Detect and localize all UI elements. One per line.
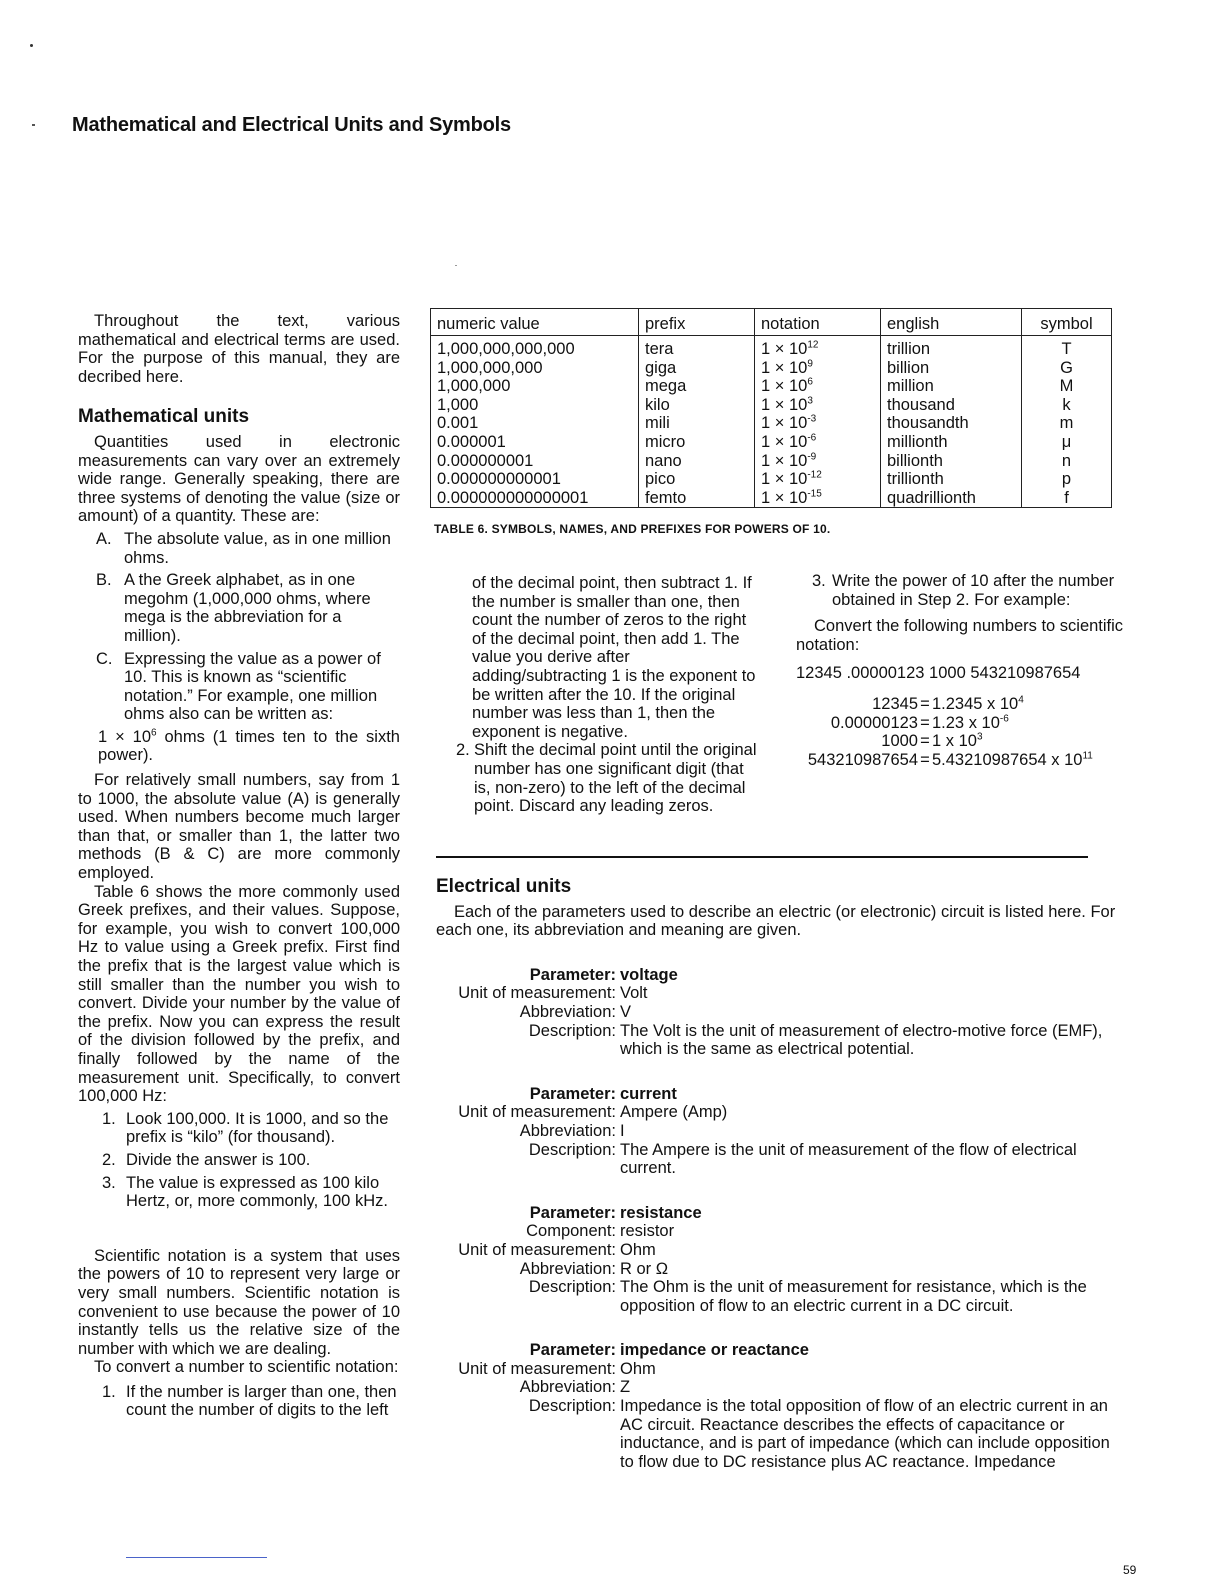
table-row: 0.001 mili $1 \times 10^{-3}$ thousandth m	[431, 414, 1112, 433]
formula-line: $1 \times 10^6$ ohms (1 times ten to the sixth power).	[98, 727, 400, 765]
electrical-section	[436, 878, 1126, 1471]
list-item: 3. Write the power of 10 after the number obtained in Step 2. For example:	[812, 572, 1115, 609]
number-list: 12345 .00000123 1000 543210987654	[796, 664, 1081, 683]
scan-mark	[30, 44, 33, 47]
steps-list	[796, 572, 1126, 609]
footer-rule	[126, 1557, 267, 1558]
paragraph: To convert a number to scientific notation:	[94, 1358, 399, 1377]
table-row: 1,000,000,000 giga $1 \times 10^9$ billion G	[431, 359, 1112, 378]
conversion-list	[78, 1383, 400, 1420]
list-item: B. A the Greek alphabet, as in one megohm (1,000,000 ohms, where mega is the abbreviation for a million).	[96, 571, 371, 645]
paragraph: For relatively small numbers, say from 1 to 1000, the absolute value (A) is generally used. When numbers become much larger than that, or smaller than 1, the latter two methods (B & C) are more commonly employed.	[78, 771, 400, 883]
list-item: A. The absolute value, as in one million ohms.	[96, 529, 391, 567]
table-row: 0.000000001 nano $1 \times 10^{-9}$ billionth n	[431, 452, 1112, 471]
steps-list	[78, 1110, 400, 1211]
scan-mark	[32, 124, 35, 126]
column-header: numeric value	[431, 309, 639, 336]
parameter-current: Parameter: current Unit of measurement: Ampere (Amp) Abbreviation: I Description: The Ampere is the unit of measurement of the flow of electrical current.	[458, 1084, 1077, 1178]
column-header: notation	[755, 309, 881, 336]
page-number: 59	[1123, 1563, 1137, 1577]
electrical-heading: Electrical units	[436, 876, 572, 897]
scan-mark	[455, 265, 457, 266]
table-row: 1,000,000,000,000 tera $1 \times 10^{12}$ trillion T	[431, 336, 1112, 359]
column-header: english	[881, 309, 1022, 336]
section-divider	[436, 856, 1088, 858]
page-title: Mathematical and Electrical Units and Symbols	[72, 114, 511, 136]
table-row: 0.000001 micro $1 \times 10^{-6}$ millionth μ	[431, 433, 1112, 452]
parameter-impedance: Parameter: impedance or reactance Unit of measurement: Ohm Abbreviation: Z Description: Impedance is the total opposition of flow of an electric current in an AC circuit. Reactance describes the effects of capacitance or inductance, and is part of impedance (which can include opposition to flow due to DC resistance plus AC reactance. Impedance	[458, 1341, 1110, 1471]
paragraph: Table 6 shows the more commonly used Greek prefixes, and their values. Suppose, for example, you wish to convert 100,000 Hz to value using a Greek prefix. First find the prefix that is the largest value which is still smaller than the number you wish to convert. Divide your number by the value of the prefix. Now you can express the result of the division followed by the prefix, and finally followed by the name of the measurement unit. Specifically, to convert 100,000 Hz:	[78, 882, 400, 1106]
powers-table-wrap	[430, 308, 1112, 508]
left-column	[78, 312, 400, 1420]
steps-list	[456, 741, 760, 816]
paragraph: Convert the following numbers to scientific notation:	[796, 617, 1124, 654]
table-row: 0.000000000001 pico $1 \times 10^{-12}$ trillionth p	[431, 470, 1112, 489]
table-header-row	[431, 309, 1112, 336]
parameter-voltage: Parameter: voltage Unit of measurement: Volt Abbreviation: V Description: The Volt is the unit of measurement of electro-motive force (EMF), which is the same as electrical potential.	[458, 965, 1103, 1059]
table-row: 1,000,000 mega $1 \times 10^6$ million M	[431, 377, 1112, 396]
parameter-resistance: Parameter: resistance Component: resistor Unit of measurement: Ohm Abbreviation: R or Ω Description: The Ohm is the unit of measurement for resistance, which is the opposition of flow to an electric current in a DC circuit.	[458, 1203, 1087, 1315]
table-row: 1,000 kilo $1 \times 10^3$ thousand k	[431, 396, 1112, 415]
column-header: symbol	[1022, 309, 1112, 336]
paragraph: of the decimal point, then subtract 1. If the number is smaller than one, then count the number of zeros to the right of the decimal point, then add 1. The value you derive after adding/subtracting 1 is the exponent to be written after the 10. If the original number was less than 1, then the exponent is negative.	[472, 574, 756, 741]
table-caption: TABLE 6. SYMBOLS, NAMES, AND PREFIXES FOR POWERS OF 10.	[434, 522, 831, 536]
column-header: prefix	[639, 309, 755, 336]
list-item: 3. The value is expressed as 100 kilo Hertz, or, more commonly, 100 kHz.	[102, 1173, 388, 1211]
math-paragraph: Quantities used in electronic measurements can vary over an extremely wide range. Generally speaking, there are three systems of denoting the value (size or amount) of a quantity. These are:	[78, 432, 400, 526]
middle-column	[456, 574, 760, 816]
list-item: 1. Look 100,000. It is 1000, and so the prefix is “kilo” (for thousand).	[102, 1109, 389, 1147]
electrical-intro: Each of the parameters used to describe an electric (or electronic) circuit is listed here. For each one, its abbreviation and meaning are given.	[436, 902, 1116, 940]
intro-paragraph: Throughout the text, various mathematical and electrical terms are used. For the purpose of this manual, they are decribed here.	[78, 312, 400, 386]
powers-table	[430, 308, 1112, 508]
list-item: 1. If the number is larger than one, then count the number of digits to the left	[102, 1382, 397, 1420]
table-row: 0.000000000000001 femto $1 \times 10^{-15}$ quadrillionth f	[431, 489, 1112, 508]
paragraph: Scientific notation is a system that uses the powers of 10 to represent very large or very small numbers. Scientific notation is convenient to use because the power of 10 instantly tells us the relative size of the number with which we are dealing.	[78, 1246, 400, 1358]
list-item: 2. Divide the answer is 100.	[102, 1150, 311, 1169]
math-heading: Mathematical units	[78, 406, 250, 428]
right-column	[796, 572, 1126, 769]
equations: 12345 = 1.2345 x $10^4$ 0.00000123 = 1.23 x $10^{-6}$ 1000 = 1 x $10^3$ 543210987654 = 5.43210987654 x $10^{11}$	[807, 694, 1093, 769]
list-item: C. Expressing the value as a power of 10. This is known as “scientific notation.” For example, one million ohms also can be written as:	[96, 649, 381, 724]
list-item: 2. Shift the decimal point until the original number has one significant digit (that is, non-zero) to the left of the decimal point. Discard any leading zeros.	[456, 741, 757, 816]
methods-list	[78, 530, 400, 724]
